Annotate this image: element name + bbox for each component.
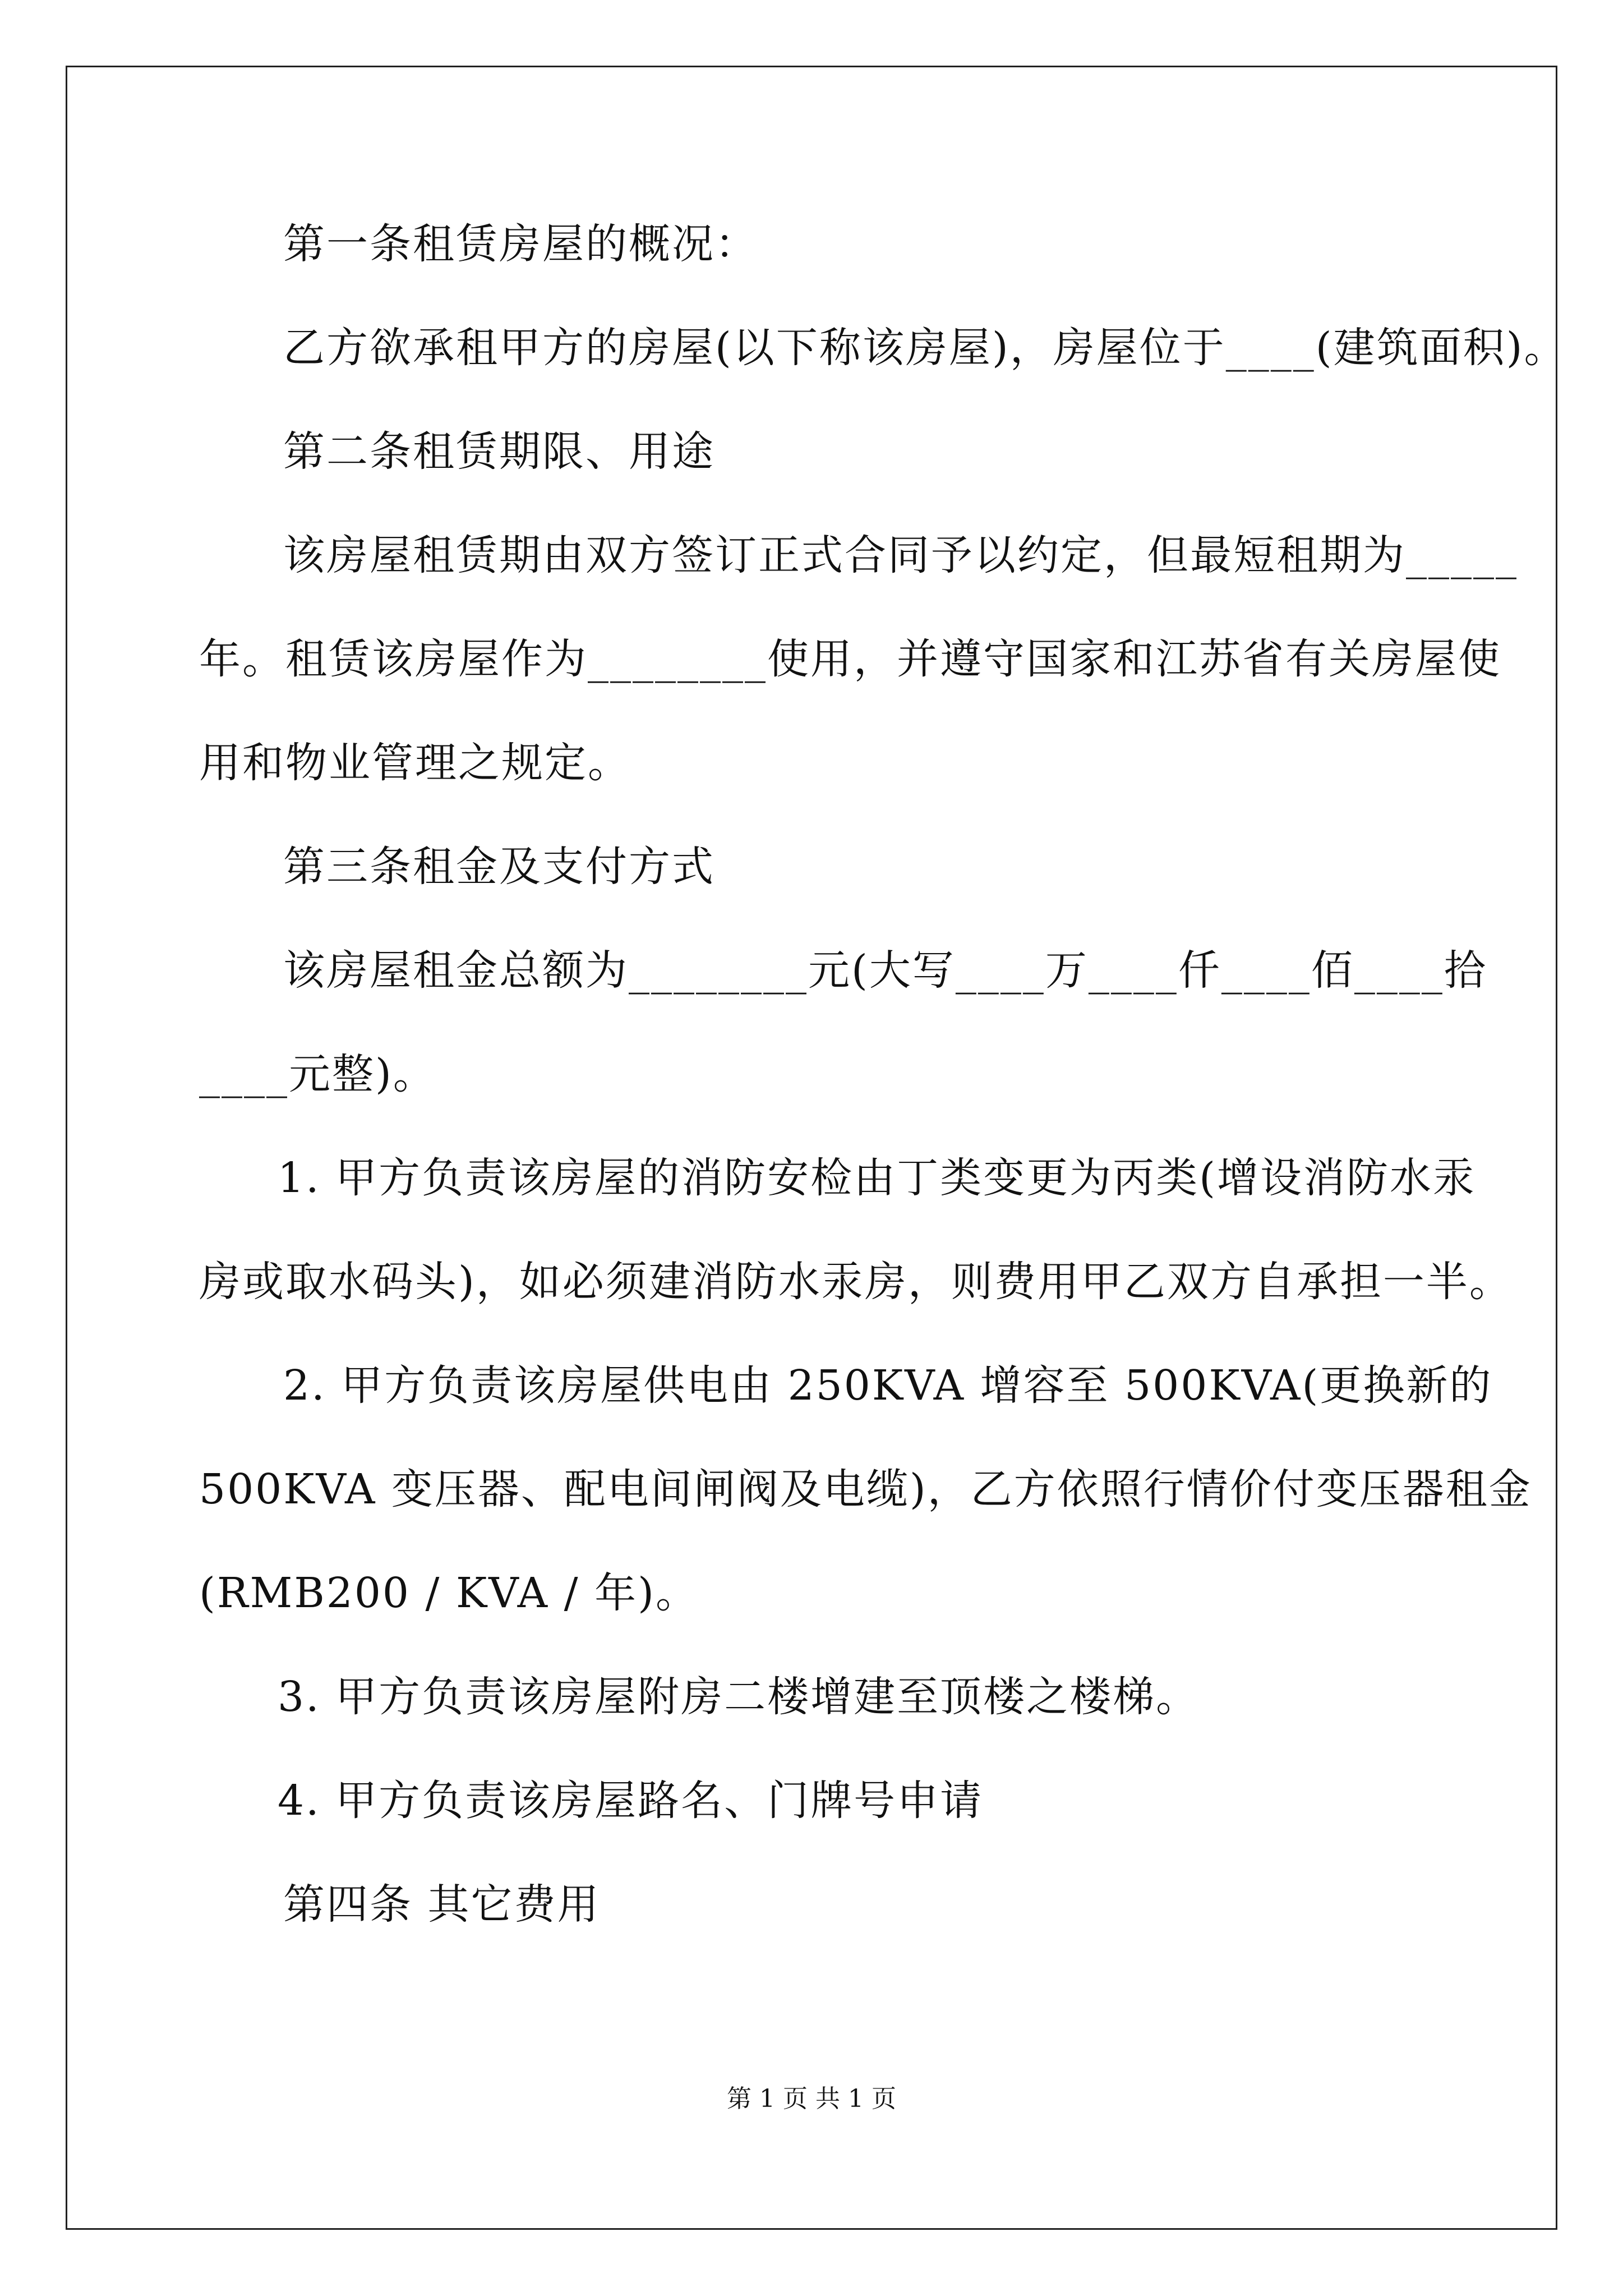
paragraph-line: 乙方欲承租甲方的房屋(以下称该房屋)，房屋位于____(建筑面积)。: [283, 324, 1567, 372]
paragraph-line: ____元整)。: [199, 1050, 436, 1098]
list-item-2: 2. 甲方负责该房屋供电由 250KVA 增容至 500KVA(更换新的: [283, 1361, 1493, 1410]
article-2-heading: 第二条租赁期限、用途: [283, 427, 715, 476]
list-item-4: 4. 甲方负责该房屋路名、门牌号申请: [278, 1777, 984, 1825]
article-4-heading: 第四条 其它费用: [283, 1880, 601, 1929]
list-item-3: 3. 甲方负责该房屋附房二楼增建至顶楼之楼梯。: [278, 1673, 1200, 1721]
paragraph-line: 年。租赁该房屋作为________使用，并遵守国家和江苏省有关房屋使: [199, 635, 1501, 683]
paragraph-line: 该房屋租赁期由双方签订正式合同予以约定，但最短租期为_____: [283, 531, 1518, 579]
list-item-1: 1. 甲方负责该房屋的消防安检由丁类变更为丙类(增设消防水汞: [278, 1154, 1476, 1202]
paragraph-line: 用和物业管理之规定。: [199, 739, 631, 787]
paragraph-line: (RMB200 / KVA / 年)。: [199, 1569, 699, 1617]
paragraph-line: 该房屋租金总额为________元(大写____万____仟____佰____拾: [283, 946, 1487, 995]
article-1-heading: 第一条租赁房屋的概况：: [283, 220, 758, 268]
article-3-heading: 第三条租金及支付方式: [283, 843, 715, 891]
paragraph-line: 房或取水码头)，如必须建消防水汞房，则费用甲乙双方自承担一半。: [199, 1258, 1513, 1306]
paragraph-line: 500KVA 变压器、配电间闸阀及电缆)，乙方依照行情价付变压器租金: [199, 1465, 1532, 1513]
page-number-footer: 第 1 页 共 1 页: [727, 2085, 896, 2113]
